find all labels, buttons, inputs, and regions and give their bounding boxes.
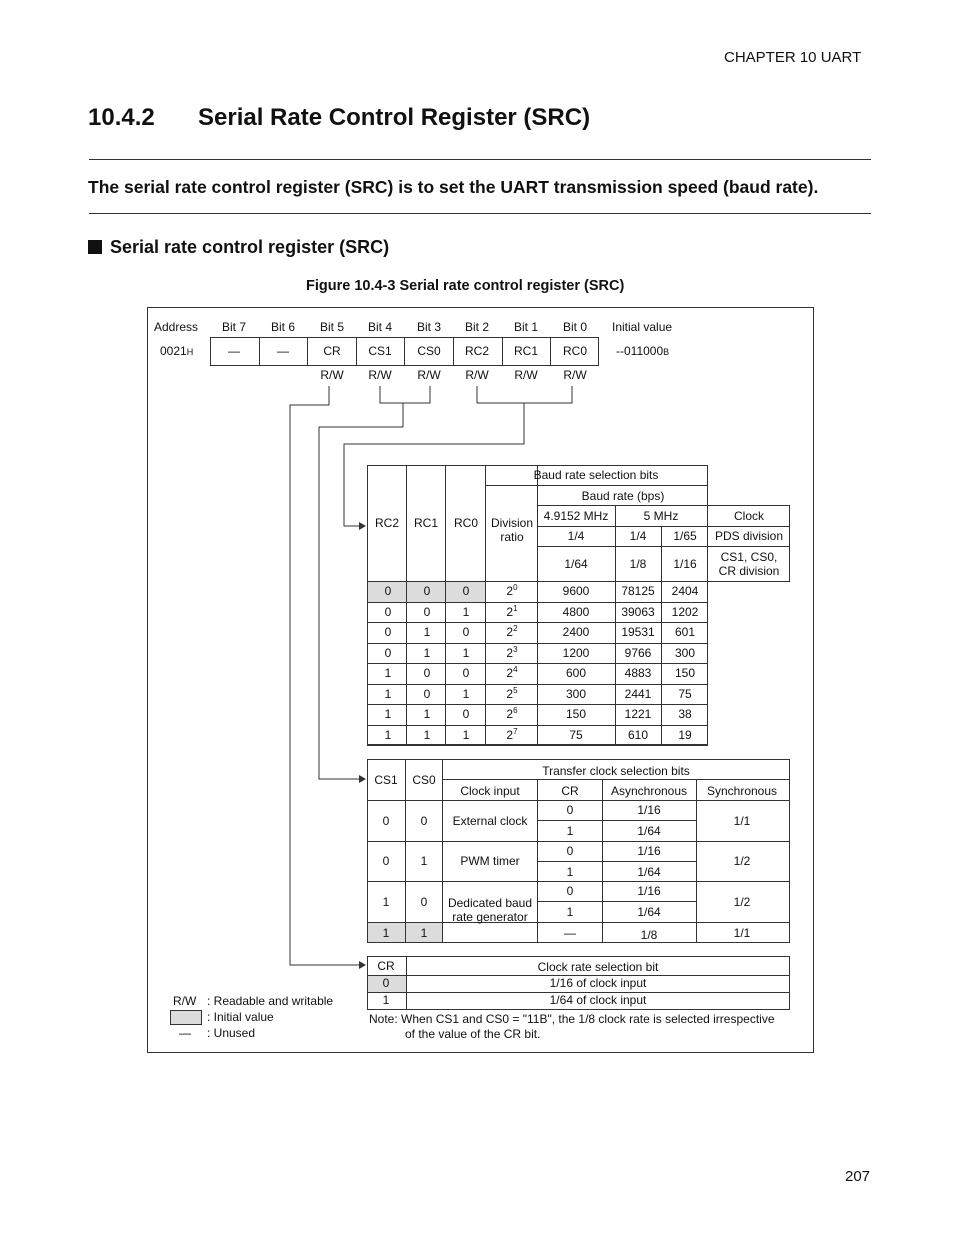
baud-row-line — [367, 684, 708, 685]
division-ratio — [506, 625, 517, 639]
col-cr: CR — [561, 784, 579, 798]
baud-5-quarter: 1221 — [624, 707, 652, 721]
ratio-exponent: 0 — [513, 583, 518, 592]
bit-name: CS1 — [368, 344, 392, 358]
rc0-value: 1 — [462, 645, 470, 660]
col-rc1: RC1 — [413, 516, 439, 530]
baud-5-quarter: 78125 — [621, 584, 655, 598]
clock-col-line — [405, 759, 406, 943]
baud-5-65: 19 — [678, 727, 692, 742]
baud-5-65: 75 — [678, 686, 692, 701]
rc1-value: 1 — [423, 707, 431, 721]
baud-5-65: 2404 — [671, 584, 699, 598]
legend-unused-symbol: — — [179, 1026, 191, 1040]
clock-col-line — [537, 780, 538, 943]
access-label: R/W — [514, 368, 538, 382]
note-line-2: of the value of the CR bit. — [405, 1027, 541, 1041]
cr-value: 0 — [566, 844, 574, 858]
division-value: 1/8 — [629, 557, 647, 571]
cr-value: 1 — [566, 904, 574, 919]
sync-rate: 1/1 — [733, 813, 751, 828]
clock-col-line — [696, 780, 697, 943]
rc2-value: 0 — [384, 604, 392, 619]
division-value: 1/16 — [673, 557, 697, 571]
ratio-exponent: 3 — [513, 644, 518, 654]
legend-initial-swatch — [170, 1010, 202, 1025]
bit-header: Bit 4 — [367, 320, 393, 334]
cs1-value: 0 — [382, 854, 390, 868]
cs1-value: 1 — [382, 925, 390, 940]
division-value: 1/64 — [564, 557, 588, 571]
cs0-value: 1 — [420, 925, 428, 940]
baud-4915: 600 — [565, 666, 587, 680]
baud-4915: 75 — [569, 727, 583, 742]
baud-5-65: 38 — [678, 707, 692, 721]
figure-caption: Figure 10.4-3 Serial rate control register (SRC) — [306, 278, 625, 294]
rc1-value: 0 — [423, 584, 431, 598]
legend-initial-text: : Initial value — [207, 1010, 274, 1024]
col-cs0: CS0 — [412, 773, 436, 787]
rc0-value: 0 — [462, 584, 470, 598]
ratio-base: 2 — [506, 645, 514, 660]
baud-4915: 1200 — [562, 645, 590, 660]
baud-rate-label: Baud rate (bps) — [581, 489, 665, 503]
rc1-value: 1 — [423, 625, 431, 639]
rc2-value: 1 — [384, 707, 392, 721]
rc1-value: 0 — [423, 604, 431, 619]
rc2-value: 1 — [384, 666, 392, 680]
division-ratio — [506, 646, 517, 660]
cs0-value: 0 — [420, 894, 428, 909]
legend-rw-text: : Readable and writable — [207, 994, 334, 1008]
division-ratio — [506, 728, 517, 742]
clock-subrow-line — [537, 861, 696, 862]
rc0-value: 1 — [462, 686, 470, 701]
rc0-value: 0 — [462, 707, 470, 721]
bit-header: Bit 0 — [562, 320, 588, 334]
baud-4915: 2400 — [562, 625, 590, 639]
cr-row-value: 1 — [382, 993, 390, 1007]
baud-subrow-line — [537, 546, 790, 547]
address-number: 0021 — [160, 344, 187, 358]
note-line-1: Note: When CS1 and CS0 = "11B", the 1/8 clock rate is selected irrespective — [369, 1012, 775, 1026]
access-label: R/W — [465, 368, 489, 382]
bit-header: Bit 6 — [270, 320, 296, 334]
rc0-value: 1 — [462, 727, 470, 742]
col-clock-input: Clock input — [460, 784, 520, 798]
rc2-value: 0 — [384, 625, 392, 639]
clock-input: Dedicated baud rate generator — [447, 896, 533, 924]
lead-paragraph: The serial rate control register (SRC) is to set the UART transmission speed (baud rate). — [88, 177, 819, 197]
async-rate: 1/64 — [637, 864, 661, 879]
cs1-value: 1 — [382, 894, 390, 909]
address-label: Address — [154, 320, 199, 334]
bit-name: — — [277, 344, 289, 358]
rc1-value: 1 — [423, 727, 431, 742]
rc2-value: 1 — [384, 686, 392, 701]
cr-value: 1 — [566, 823, 574, 838]
bit-header: Bit 2 — [464, 320, 490, 334]
baud-5-quarter: 39063 — [621, 604, 655, 619]
ratio-base: 2 — [506, 686, 514, 701]
clock-row-line — [367, 800, 790, 801]
sync-rate: 1/2 — [733, 894, 751, 909]
pds-division: PDS division — [714, 529, 784, 543]
async-rate: 1/64 — [637, 904, 661, 919]
rc0-value: 0 — [462, 666, 470, 680]
rc2-value: 0 — [384, 584, 392, 598]
async-rate: 1/64 — [637, 823, 661, 838]
baud-5-65: 300 — [674, 645, 696, 660]
rc1-value: 1 — [423, 645, 431, 660]
baud-row-line — [367, 622, 708, 623]
clock-row-line — [367, 922, 790, 923]
baud-4915: 9600 — [562, 584, 590, 598]
sync-rate: 1/1 — [733, 925, 751, 940]
baud-5-quarter: 4883 — [624, 666, 652, 680]
clock-input: External clock — [452, 813, 528, 828]
bit-header: Bit 5 — [319, 320, 345, 334]
baud-row-line — [367, 663, 708, 664]
cr-row-desc: 1/16 of clock input — [549, 976, 647, 990]
ratio-exponent: 7 — [513, 726, 518, 736]
ratio-exponent: 1 — [513, 603, 518, 613]
bit-name: RC1 — [513, 344, 539, 358]
rc1-value: 0 — [423, 666, 431, 680]
baud-row-line — [367, 704, 708, 705]
ratio-exponent: 5 — [513, 685, 518, 695]
rc0-value: 1 — [462, 604, 470, 619]
ratio-base: 2 — [506, 625, 514, 639]
subheading-text: Serial rate control register (SRC) — [110, 237, 390, 257]
bit-header: Bit 7 — [221, 320, 247, 334]
col-rc0: RC0 — [453, 516, 479, 530]
page-number: 207 — [845, 1168, 871, 1185]
bit-header: Bit 3 — [416, 320, 442, 334]
ratio-base: 2 — [506, 666, 514, 680]
baud-col-line — [615, 505, 616, 745]
legend-rw-symbol: R/W — [173, 994, 197, 1008]
baud-row-line — [367, 725, 708, 726]
ratio-base: 2 — [506, 604, 514, 619]
address-suffix: H — [186, 347, 194, 357]
cr-title: Clock rate selection bit — [537, 960, 659, 974]
cr-value: 0 — [566, 803, 574, 817]
initial-value-label: Initial value — [612, 320, 673, 334]
cr-row-value: 0 — [382, 976, 390, 990]
baud-5-65: 601 — [674, 625, 696, 639]
col-cr: CR — [377, 959, 395, 973]
access-label: R/W — [417, 368, 441, 382]
baud-5-quarter: 610 — [627, 727, 649, 742]
baud-4915: 300 — [565, 686, 587, 701]
initial-value-number: --011000 — [616, 344, 664, 358]
initial-value-suffix: B — [663, 347, 670, 357]
ratio-exponent: 2 — [513, 624, 518, 633]
access-label: R/W — [368, 368, 392, 382]
division-ratio — [506, 605, 517, 619]
ratio-base: 2 — [506, 584, 514, 598]
quarter-value: 1/4 — [567, 529, 585, 543]
ratio-exponent: 4 — [513, 665, 518, 674]
col-sync: Synchronous — [706, 784, 778, 798]
bit-name: RC0 — [562, 344, 588, 358]
bit-name: CS0 — [417, 344, 441, 358]
cr-value: — — [564, 925, 576, 940]
baud-5-quarter: 2441 — [624, 686, 652, 701]
ratio-base: 2 — [506, 707, 514, 721]
async-rate: 1/16 — [637, 803, 661, 817]
clock-col-line — [602, 780, 603, 943]
cs0-value: 0 — [420, 813, 428, 828]
access-label: R/W — [320, 368, 344, 382]
async-rate: 1/16 — [637, 844, 661, 858]
baud-row-line — [367, 581, 708, 582]
rc0-value: 0 — [462, 625, 470, 639]
division-ratio — [506, 687, 517, 701]
access-label: R/W — [563, 368, 587, 382]
col-rc2: RC2 — [374, 516, 400, 530]
baud-4915: 150 — [565, 707, 587, 721]
baud-4915: 4800 — [562, 604, 590, 619]
cs-cr-division: CS1, CS0, CR division — [718, 550, 780, 578]
baud-row-line — [367, 643, 708, 644]
baud-col-line — [661, 526, 662, 745]
cr-row-desc: 1/64 of clock input — [549, 993, 647, 1007]
async-rate: 1/8 — [640, 927, 658, 942]
section-title: Serial Rate Control Register (SRC) — [198, 104, 591, 131]
clock-subrow-line — [537, 901, 696, 902]
clock-subrow-line — [537, 820, 696, 821]
rc2-value: 1 — [384, 727, 392, 742]
bit-name: CR — [323, 344, 341, 358]
baud-row-line — [367, 602, 708, 603]
rc2-value: 0 — [384, 645, 392, 660]
freq-5: 5 MHz — [643, 509, 679, 523]
ratio-base: 2 — [506, 727, 514, 742]
section-number: 10.4.2 — [88, 104, 155, 131]
baud-row-line — [367, 745, 708, 746]
rc1-value: 0 — [423, 686, 431, 701]
clock-label: Clock — [733, 509, 765, 523]
legend-unused-text: : Unused — [207, 1026, 256, 1040]
clock-row-line — [367, 841, 790, 842]
ratio-exponent: 6 — [513, 706, 518, 715]
division-ratio — [506, 666, 517, 680]
chapter-header: CHAPTER 10 UART — [724, 49, 862, 66]
bit-header: Bit 1 — [513, 320, 539, 334]
col-async: Asynchronous — [610, 784, 688, 798]
clock-row-line — [367, 881, 790, 882]
bit-name: RC2 — [464, 344, 490, 358]
baud-subrow-line — [537, 526, 790, 527]
col-cs1: CS1 — [374, 773, 398, 787]
bit-name: — — [228, 344, 240, 358]
freq-4915: 4.9152 MHz — [543, 509, 609, 523]
cr-value: 0 — [566, 884, 574, 898]
quarter-value: 1/65 — [673, 529, 697, 543]
baud-title: Baud rate selection bits — [533, 468, 659, 482]
baud-5-quarter: 19531 — [621, 625, 655, 639]
clock-input: PWM timer — [460, 854, 520, 868]
async-rate: 1/16 — [637, 884, 661, 898]
clock-title: Transfer clock selection bits — [542, 764, 690, 778]
cr-value: 1 — [566, 864, 574, 879]
baud-5-65: 150 — [674, 666, 696, 680]
baud-5-65: 1202 — [671, 604, 699, 619]
baud-5-quarter: 9766 — [624, 645, 652, 660]
clock-col-line — [442, 759, 443, 943]
sync-rate: 1/2 — [733, 854, 751, 868]
division-ratio — [506, 707, 517, 721]
division-ratio — [506, 584, 517, 598]
quarter-value: 1/4 — [629, 529, 647, 543]
cr-col-line — [406, 956, 407, 1010]
cs0-value: 1 — [420, 854, 428, 868]
cs1-value: 0 — [382, 813, 390, 828]
col-division: Division ratio — [490, 516, 534, 544]
